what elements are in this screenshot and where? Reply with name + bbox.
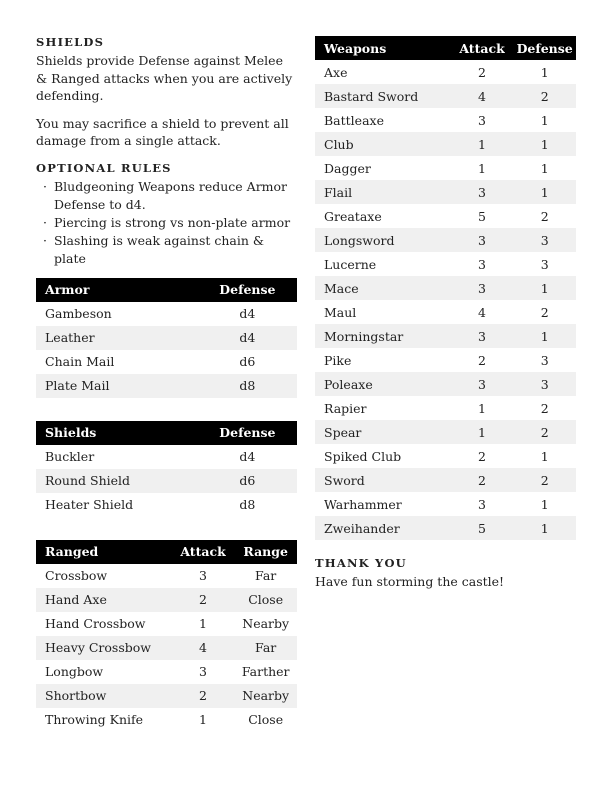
- item-name-cell: Crossbow: [45, 568, 108, 583]
- table-row: [315, 444, 576, 468]
- value-cell: 3: [478, 256, 486, 272]
- value-cell: d8: [198, 374, 297, 398]
- value-cell: 2: [478, 64, 486, 80]
- value-cell: 4: [451, 84, 514, 108]
- value-cell: 3: [478, 496, 486, 512]
- table-row: [36, 708, 297, 732]
- item-name-cell: Mace: [315, 276, 451, 300]
- item-name-cell: Sword: [315, 468, 451, 492]
- value-cell: 2: [172, 684, 235, 708]
- optional-rules-heading: OPTIONAL RULES: [36, 160, 172, 175]
- table-row: [36, 350, 297, 374]
- shield-sacrifice-note: You may sacrifice a shield to prevent all damage from a single attack.: [36, 115, 289, 148]
- value-cell: Nearby: [242, 616, 290, 631]
- column-header: Attack: [451, 36, 514, 60]
- table-row: [315, 276, 576, 300]
- item-name-cell: Hand Axe: [36, 588, 172, 612]
- item-name-cell: Spiked Club: [324, 448, 402, 464]
- table-row: [36, 612, 297, 636]
- value-cell: 3: [540, 352, 549, 368]
- weapons-table: [315, 36, 576, 540]
- column-header: Defense: [513, 36, 576, 60]
- item-name-cell: Rapier: [324, 400, 367, 416]
- value-cell: 2: [540, 304, 549, 320]
- table-header-row: [36, 421, 297, 445]
- table-row: [315, 204, 576, 228]
- value-cell: 2: [540, 208, 549, 224]
- table-row: [315, 108, 576, 132]
- value-cell: Far: [234, 636, 297, 660]
- value-cell: 1: [540, 64, 549, 80]
- table-row: [315, 132, 576, 156]
- item-name-cell: Club: [315, 132, 451, 156]
- item-name-cell: Buckler: [45, 449, 95, 464]
- right-column: [315, 36, 576, 591]
- value-cell: 2: [540, 400, 549, 416]
- item-name-cell: Axe: [324, 64, 348, 80]
- value-cell: d4: [239, 449, 256, 464]
- table-row: [315, 228, 576, 252]
- value-cell: 1: [513, 132, 576, 156]
- value-cell: 3: [540, 256, 549, 272]
- table-row: [315, 300, 576, 324]
- value-cell: 3: [199, 568, 207, 583]
- left-column: [36, 36, 297, 732]
- value-cell: d4: [239, 306, 256, 321]
- table-row: [315, 420, 576, 444]
- table-row: [315, 468, 576, 492]
- column-header: Defense: [198, 278, 297, 302]
- table-row: [315, 252, 576, 276]
- column-header: Ranged: [36, 540, 172, 564]
- value-cell: 3: [451, 372, 514, 396]
- value-cell: 4: [478, 304, 486, 320]
- value-cell: 1: [513, 180, 576, 204]
- item-name-cell: Flail: [315, 180, 451, 204]
- value-cell: 1: [513, 324, 576, 348]
- value-cell: d8: [239, 497, 256, 512]
- item-name-cell: Dagger: [324, 160, 371, 176]
- value-cell: 2: [478, 448, 486, 464]
- item-name-cell: Gambeson: [45, 306, 112, 321]
- item-name-cell: Heavy Crossbow: [36, 636, 172, 660]
- table-row: [315, 492, 576, 516]
- table-row: [36, 636, 297, 660]
- table-row: [36, 469, 297, 493]
- shields-description: Shields provide Defense against Melee & Ranged attacks when you are actively defending.: [36, 53, 293, 103]
- table-row: [315, 348, 576, 372]
- shields-table: [36, 421, 297, 517]
- table-row: [36, 302, 297, 326]
- table-row: [36, 374, 297, 398]
- table-row: [36, 684, 297, 708]
- table-row: [36, 564, 297, 588]
- item-name-cell: Leather: [36, 326, 198, 350]
- item-name-cell: Longbow: [45, 664, 104, 679]
- value-cell: 5: [478, 208, 486, 224]
- column-header: Weapons: [315, 36, 451, 60]
- column-header: Attack: [172, 540, 235, 564]
- item-name-cell: Poleaxe: [315, 372, 451, 396]
- value-cell: 1: [478, 160, 486, 176]
- value-cell: Close: [234, 588, 297, 612]
- ranged-table: [36, 540, 297, 732]
- value-cell: 2: [513, 468, 576, 492]
- table-header-row: [315, 36, 576, 60]
- value-cell: Close: [248, 712, 284, 727]
- value-cell: 3: [451, 276, 514, 300]
- item-name-cell: Plate Mail: [36, 374, 198, 398]
- value-cell: 1: [199, 616, 207, 631]
- table-row: [36, 588, 297, 612]
- thank-you-heading: THANK YOU: [315, 556, 407, 570]
- table-row: [315, 180, 576, 204]
- item-name-cell: Lucerne: [324, 256, 377, 272]
- rule-item: · Slashing is weak against chain & plate: [36, 232, 297, 268]
- item-name-cell: Throwing Knife: [45, 712, 144, 727]
- table-row: [315, 372, 576, 396]
- column-header: Range: [234, 540, 297, 564]
- value-cell: 2: [172, 588, 235, 612]
- value-cell: d6: [198, 469, 297, 493]
- item-name-cell: Hand Crossbow: [45, 616, 146, 631]
- value-cell: Far: [255, 568, 277, 583]
- item-name-cell: Zweihander: [315, 516, 451, 540]
- item-name-cell: Round Shield: [36, 469, 198, 493]
- thank-you-text: Have fun storming the castle!: [315, 574, 505, 589]
- armor-table: [36, 278, 297, 398]
- column-header: Armor: [36, 278, 198, 302]
- item-name-cell: Battleaxe: [324, 112, 384, 128]
- value-cell: 3: [451, 180, 514, 204]
- value-cell: d6: [239, 354, 256, 369]
- item-name-cell: Maul: [324, 304, 357, 320]
- value-cell: 3: [513, 228, 576, 252]
- item-name-cell: Heater Shield: [45, 497, 134, 512]
- item-name-cell: Shortbow: [36, 684, 172, 708]
- table-row: [315, 324, 576, 348]
- item-name-cell: Chain Mail: [45, 354, 115, 369]
- table-row: [36, 445, 297, 469]
- value-cell: 5: [451, 516, 514, 540]
- value-cell: Farther: [241, 664, 290, 679]
- value-cell: 3: [451, 228, 514, 252]
- value-cell: 2: [478, 352, 486, 368]
- value-cell: 2: [513, 420, 576, 444]
- item-name-cell: Warhammer: [324, 496, 402, 512]
- value-cell: 1: [540, 496, 549, 512]
- value-cell: 2: [451, 468, 514, 492]
- value-cell: 1: [478, 400, 486, 416]
- item-name-cell: Greataxe: [324, 208, 382, 224]
- table-row: [315, 396, 576, 420]
- table-row: [36, 493, 297, 517]
- table-row: [315, 60, 576, 84]
- rule-item: · Piercing is strong vs non-plate armor: [36, 214, 297, 232]
- value-cell: 3: [513, 372, 576, 396]
- shields-heading: SHIELDS: [36, 35, 105, 49]
- item-name-cell: Morningstar: [315, 324, 451, 348]
- column-header: Shields: [36, 421, 198, 445]
- table-row: [315, 84, 576, 108]
- table-row: [315, 156, 576, 180]
- value-cell: 1: [540, 112, 549, 128]
- item-name-cell: Pike: [324, 352, 352, 368]
- table-header-row: [36, 278, 297, 302]
- value-cell: 1: [451, 132, 514, 156]
- value-cell: 1: [513, 276, 576, 300]
- value-cell: 3: [451, 324, 514, 348]
- value-cell: d4: [198, 326, 297, 350]
- column-header: Defense: [198, 421, 297, 445]
- value-cell: 1: [540, 160, 549, 176]
- value-cell: 4: [172, 636, 235, 660]
- item-name-cell: Bastard Sword: [315, 84, 451, 108]
- table-header-row: [36, 540, 297, 564]
- value-cell: 1: [540, 448, 549, 464]
- table-row: [36, 326, 297, 350]
- value-cell: 1: [451, 420, 514, 444]
- rule-item: · Bludgeoning Weapons reduce Armor Defense to d4.: [36, 178, 297, 214]
- table-row: [315, 516, 576, 540]
- value-cell: 3: [199, 664, 207, 679]
- item-name-cell: Longsword: [315, 228, 451, 252]
- value-cell: 2: [513, 84, 576, 108]
- table-row: [36, 660, 297, 684]
- value-cell: Nearby: [234, 684, 297, 708]
- optional-rules-list: [36, 178, 297, 268]
- value-cell: 1: [513, 516, 576, 540]
- item-name-cell: Spear: [315, 420, 451, 444]
- value-cell: 3: [478, 112, 486, 128]
- value-cell: 1: [199, 712, 207, 727]
